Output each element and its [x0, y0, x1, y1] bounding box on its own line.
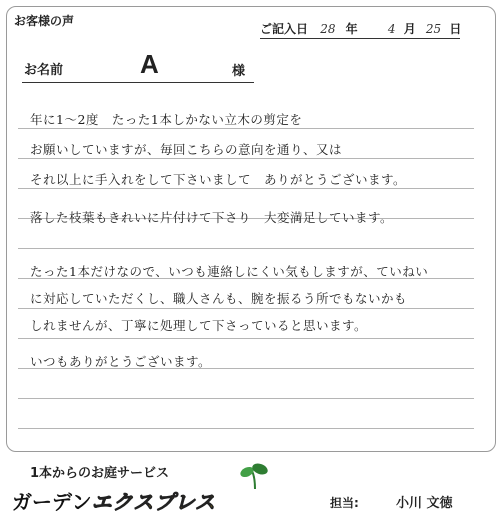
name-label: お名前	[24, 63, 64, 78]
comment-line: たった1本だけなので、いつも連絡しにくい気もしますが、ていねい	[30, 264, 429, 279]
date-day: 25	[425, 22, 442, 36]
brand-main: ガーデン	[12, 490, 92, 514]
ruled-line	[18, 338, 474, 339]
ruled-line	[18, 248, 474, 249]
date-year: 28	[320, 22, 336, 36]
date-label: ご記入日	[260, 22, 309, 36]
staff-name: 小川 文徳	[396, 496, 453, 511]
staff-label: 担当:	[330, 496, 359, 510]
ruled-line	[18, 428, 474, 429]
customer-voice-card	[6, 6, 496, 452]
ruled-line	[18, 158, 474, 159]
ruled-line	[18, 398, 474, 399]
ruled-line	[18, 128, 474, 129]
comment-line: しれませんが、丁寧に処理して下さっていると思います。	[30, 318, 368, 333]
customer-name: A	[140, 49, 159, 79]
form-title: お客様の声	[14, 14, 75, 28]
year-unit: 年	[345, 22, 358, 36]
service-tagline: 1本からのお庭サービス	[30, 466, 170, 481]
date-month: 4	[387, 22, 396, 36]
comment-line: 年に1〜2度 たった1本しかない立木の剪定を	[30, 112, 303, 127]
month-unit: 月	[403, 22, 416, 36]
honorific: 様	[232, 64, 246, 79]
ruled-line	[18, 308, 474, 309]
date-underline	[260, 38, 460, 39]
name-underline	[22, 82, 254, 83]
date-field	[260, 20, 461, 37]
comment-line: お願いしていますが、毎回こちらの意向を通り、又は	[30, 142, 343, 157]
day-unit: 日	[449, 22, 462, 36]
comment-line: 落した枝葉もきれいに片付けて下さり 大変満足しています。	[30, 210, 394, 225]
brand-accent: エクスプレス	[91, 490, 217, 514]
comment-line: いつもありがとうございます。	[30, 354, 212, 369]
ruled-line	[18, 188, 474, 189]
comment-line: それ以上に手入れをして下さいまして ありがとうございます。	[30, 172, 407, 187]
comment-line: に対応していただくし、職人さんも、腕を振るう所でもないかも	[30, 291, 408, 306]
sprout-logo-icon	[238, 463, 272, 489]
brand-logo	[12, 486, 216, 515]
